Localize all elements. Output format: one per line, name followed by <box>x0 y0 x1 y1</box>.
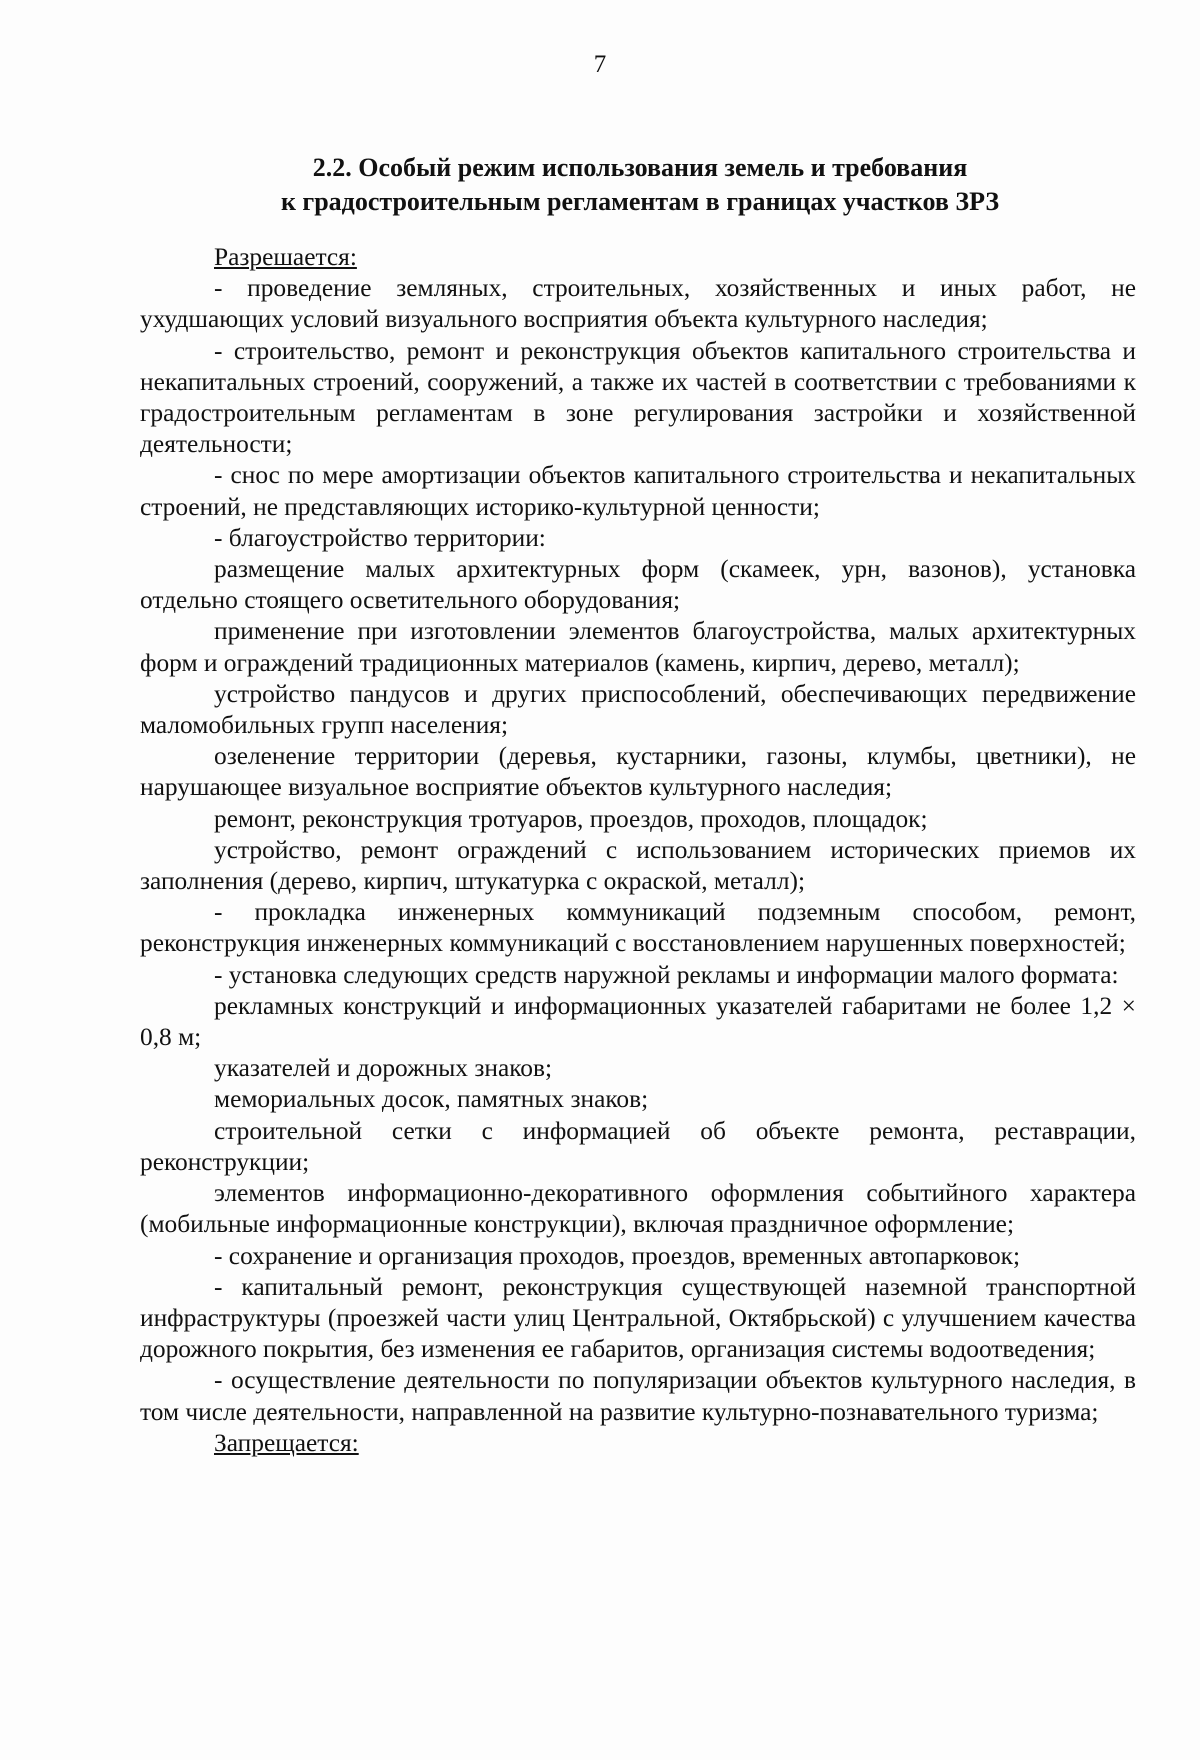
paragraph: озеленение территории (деревья, кустарники, газоны, клумбы, цветники), не нарушающее визуальное восприятие объектов культурного наследия; <box>140 742 1136 802</box>
paragraph: размещение малых архитектурных форм (скамеек, урн, вазонов), установка отдельно стоящего осветительного оборудования; <box>140 555 1136 615</box>
paragraph: - установка следующих средств наружной рекламы и информации малого формата: <box>214 960 1119 989</box>
allowed-heading: Разрешается: <box>214 243 357 271</box>
prohibited-heading: Запрещается: <box>214 1428 359 1457</box>
paragraph: - сохранение и организация проходов, проездов, временных автопарковок; <box>214 1241 1021 1270</box>
page-number: 7 <box>593 51 607 78</box>
paragraph: строительной сетки с информацией об объекте ремонта, реставрации, реконструкции; <box>140 1116 1136 1176</box>
paragraph: - капитальный ремонт, реконструкция существующей наземной транспортной инфраструктуры (проезжей части улиц Центральной, Октябрьской) с улучшением качества дорожного покрытия, без изменения ее габаритов, организация системы водоотведения; <box>140 1272 1136 1364</box>
paragraph: - проведение земляных, строительных, хозяйственных и иных работ, не ухудшающих условий визуального восприятия объекта культурного наследия; <box>140 274 1136 334</box>
section-title <box>140 151 1140 219</box>
document-body <box>140 242 1136 1459</box>
paragraph: - прокладка инженерных коммуникаций подземным способом, ремонт, реконструкция инженерных коммуникаций с восстановлением нарушенных поверхностей; <box>140 898 1136 958</box>
paragraph: указателей и дорожных знаков; <box>214 1054 553 1083</box>
paragraph: применение при изготовлении элементов благоустройства, малых архитектурных форм и ограждений традиционных материалов (камень, кирпич, дерево, металл); <box>140 617 1136 677</box>
paragraph: рекламных конструкций и информационных указателей габаритами не более 1,2 × 0,8 м; <box>140 991 1136 1052</box>
paragraph: элементов информационно-декоративного оформления событийного характера (мобильные информационные конструкции), включая праздничное оформление; <box>140 1179 1136 1239</box>
paragraph: - строительство, ремонт и реконструкция объектов капитального строительства и некапитальных строений, сооружений, а также их частей в соответствии с требованиями к градостроительным регламентам в зоне регулирования застройки и хозяйственной деятельности; <box>140 336 1136 459</box>
section-title-line-1: 2.2. Особый режим использования земель и требования <box>312 153 968 182</box>
paragraph: ремонт, реконструкция тротуаров, проездов, проходов, площадок; <box>214 804 928 833</box>
paragraph: - осуществление деятельности по популяризации объектов культурного наследия, в том числе деятельности, направленной на развитие культурно-познавательного туризма; <box>140 1366 1136 1426</box>
paragraph: - благоустройство территории: <box>214 523 546 552</box>
paragraph: мемориальных досок, памятных знаков; <box>214 1085 649 1114</box>
paragraph: - снос по мере амортизации объектов капитального строительства и некапитальных строений, не представляющих историко-культурной ценности; <box>140 461 1136 521</box>
paragraph: устройство, ремонт ограждений с использованием исторических приемов их заполнения (дерево, кирпич, штукатурка с окраской, металл); <box>140 835 1136 896</box>
section-title-line-2: к градостроительным регламентам в границах участков ЗРЗ <box>280 187 1000 216</box>
paragraph: устройство пандусов и других приспособлений, обеспечивающих передвижение маломобильных групп населения; <box>140 679 1136 740</box>
